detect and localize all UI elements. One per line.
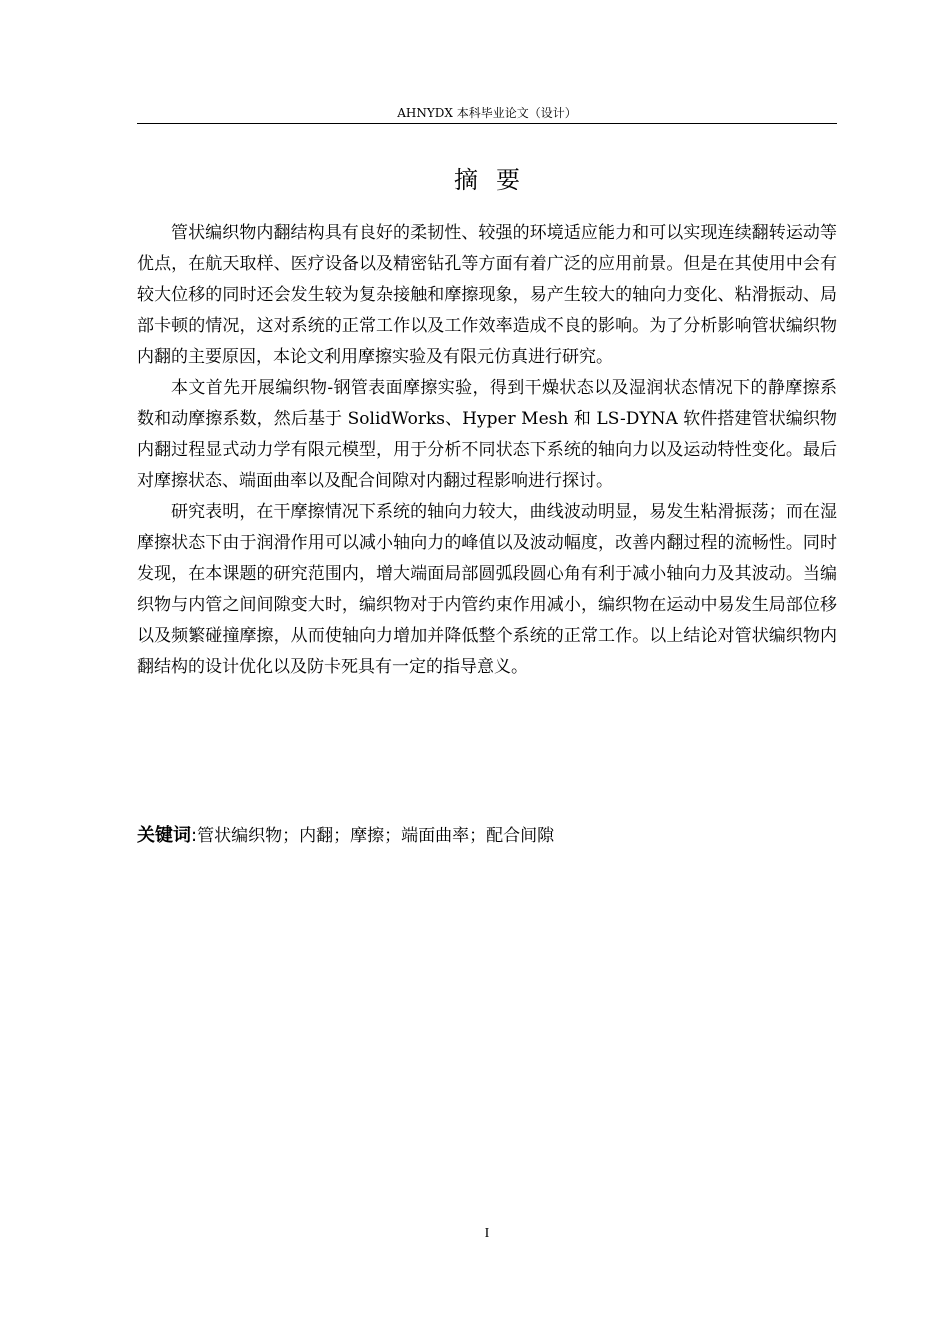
running-header: AHNYDX 本科毕业论文（设计） [397, 106, 577, 120]
abstract-paragraph-2: 本文首先开展编织物-钢管表面摩擦实验，得到干燥状态以及湿润状态情况下的静摩擦系数和动摩擦系数，然后基于 SolidWorks、Hyper Mesh 和 LS-DYNA 软件搭建管状编织物内翻过程显式动力学有限元模型，用于分析不同状态下系统的轴向力以及运动特性变化。最后对摩擦状态、端面曲率以及配合间隙对内翻过程影响进行探讨。 [137, 378, 837, 491]
keywords-line [137, 821, 837, 851]
abstract-paragraph-1: 管状编织物内翻结构具有良好的柔韧性、较强的环境适应能力和可以实现连续翻转运动等优点，在航天取样、医疗设备以及精密钻孔等方面有着广泛的应用前景。但是在其使用中会有较大位移的同时还会发生较为复杂接触和摩擦现象，易产生较大的轴向力变化、粘滑振动、局部卡顿的情况，这对系统的正常工作以及工作效率造成不良的影响。为了分析影响管状编织物内翻的主要原因，本论文利用摩擦实验及有限元仿真进行研究。 [137, 223, 837, 367]
header-rule [137, 123, 837, 124]
keywords-separator: : [191, 825, 198, 846]
abstract-title: 摘要 [454, 166, 538, 194]
page-number: I [484, 1226, 490, 1241]
abstract-paragraph-3: 研究表明，在干摩擦情况下系统的轴向力较大，曲线波动明显，易发生粘滑振荡；而在湿摩擦状态下由于润滑作用可以减小轴向力的峰值以及波动幅度，改善内翻过程的流畅性。同时发现，在本课题的研究范围内，增大端面局部圆弧段圆心角有利于减小轴向力及其波动。当编织物与内管之间间隙变大时，编织物对于内管约束作用减小，编织物在运动中易发生局部位移以及频繁碰撞摩擦，从而使轴向力增加并降低整个系统的正常工作。以上结论对管状编织物内翻结构的设计优化以及防卡死具有一定的指导意义。 [137, 502, 837, 677]
keywords-label: 关键词 [137, 825, 191, 846]
keywords-list: 管状编织物；内翻；摩擦；端面曲率；配合间隙 [197, 826, 555, 846]
abstract-body [137, 218, 837, 683]
